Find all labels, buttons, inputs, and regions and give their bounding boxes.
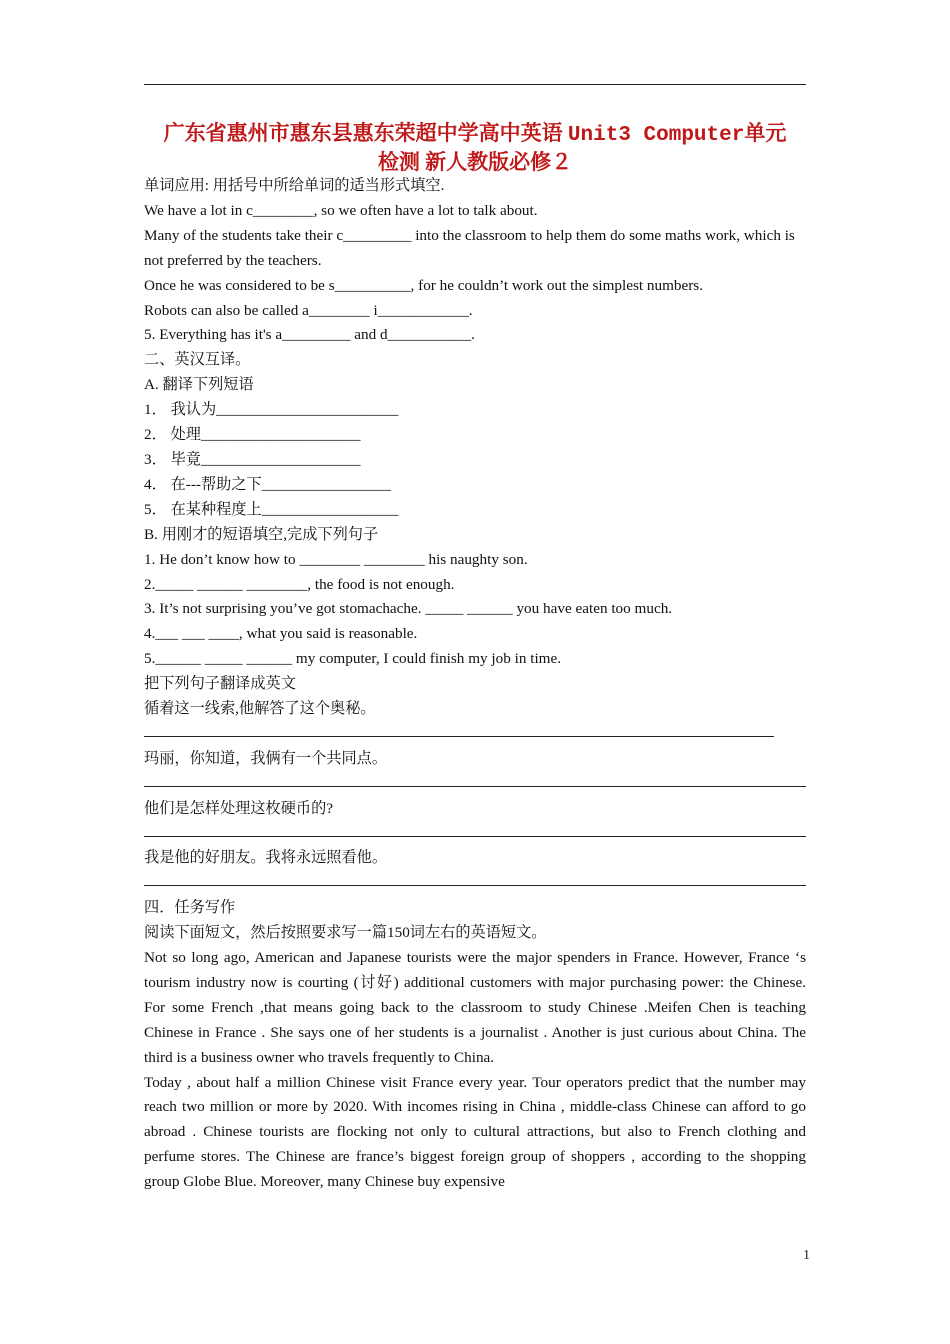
answer-line [144, 722, 806, 747]
translation-sentence: 循着这一线索,他解答了这个奥秘。 [144, 700, 376, 718]
section3-heading: 把下列句子翻译成英文 [144, 675, 296, 693]
document-title [144, 120, 806, 175]
translation-sentence: 玛丽，你知道，我俩有一个共同点。 [144, 749, 387, 767]
answer-line [144, 822, 806, 847]
section2-heading: 二、英汉互译。 [144, 351, 251, 369]
document-body [144, 174, 806, 1195]
part-b-item: 4.___ ___ ____, what you said is reasonable. [144, 625, 418, 643]
title-prefix: 广东省惠州市惠东县惠东荣超中学高中英语 [163, 121, 568, 145]
page-number: 1 [803, 1248, 810, 1263]
translation-sentence: 我是他的好朋友。我将永远照看他。 [144, 849, 387, 867]
part-b-item: 3. It’s not surprising you’ve got stomachache. _____ ______ you have eaten too much. [144, 600, 673, 618]
section1-item: Robots can also be called a________ i____________. [144, 301, 473, 319]
section1-item: We have a lot in c________, so we often have a lot to talk about. [144, 201, 538, 219]
part-a-item: 2． 处理_____________________ [144, 426, 361, 444]
reading-paragraph-1: Not so long ago, American and Japanese tourists were the major spenders in France. However, France ‘s tourism industry now is courting (讨好) additional customers with major purchasing power: the Chinese. For some French ,that means going back to the classroom to study Chinese .Meifen Chen is teaching Chinese in France . She says one of her students is a journalist . Another is just curious about China. The third is a business owner who travels frequently to China. [144, 949, 806, 1066]
answer-line [144, 772, 806, 797]
title-suffix: 单元 [744, 121, 787, 145]
translation-sentence: 他们是怎样处理这枚硬币的? [144, 799, 333, 817]
section4-heading: 四．任务写作 [144, 899, 236, 917]
section4-instruction: 阅读下面短文，然后按照要求写一篇150词左右的英语短文。 [144, 924, 547, 942]
section1-item: Many of the students take their c_________ into the classroom to help them do some maths work, which is not preferred by the teachers. [144, 226, 795, 269]
part-b-item: 5.______ _____ ______ my computer, I could finish my job in time. [144, 650, 562, 668]
part-a-item: 4． 在---帮助之下_________________ [144, 475, 391, 493]
part-a-heading: A. 翻译下列短语 [144, 376, 254, 394]
part-b-heading: B. 用刚才的短语填空,完成下列句子 [144, 525, 379, 543]
title-unit: Unit3 Computer [567, 124, 745, 147]
answer-line [144, 871, 806, 896]
header-rule [144, 84, 806, 85]
section1-item: 5. Everything has it's a_________ and d___________. [144, 326, 475, 344]
part-a-item: 3． 毕竟_____________________ [144, 450, 361, 468]
reading-paragraph-2: Today , about half a million Chinese visit France every year. Tour operators predict that the number may reach two million or more by 2020. With incomes rising in China , middle-class Chinese can afford to go abroad . Chinese tourists are flocking not only to cultural attractions, but also to French clothing and perfume stores. The Chinese are france’s biggest foreign group of shoppers , according to the shopping group Globe Blue. Moreover, many Chinese buy expensive [144, 1073, 806, 1191]
section1-heading: 单词应用: 用括号中所给单词的适当形式填空. [144, 177, 445, 194]
part-a-item: 5． 在某种程度上__________________ [144, 500, 399, 518]
part-a-item: 1． 我认为________________________ [144, 401, 399, 419]
section1-item: Once he was considered to be s__________, for he couldn’t work out the simplest numbers. [144, 276, 704, 294]
part-b-item: 2._____ ______ ________, the food is not enough. [144, 575, 455, 593]
part-b-item: 1. He don’t know how to ________ ________ his naughty son. [144, 550, 528, 568]
title-line-1 [144, 120, 806, 149]
title-line-2: 检测 新人教版必修２ [377, 150, 573, 174]
